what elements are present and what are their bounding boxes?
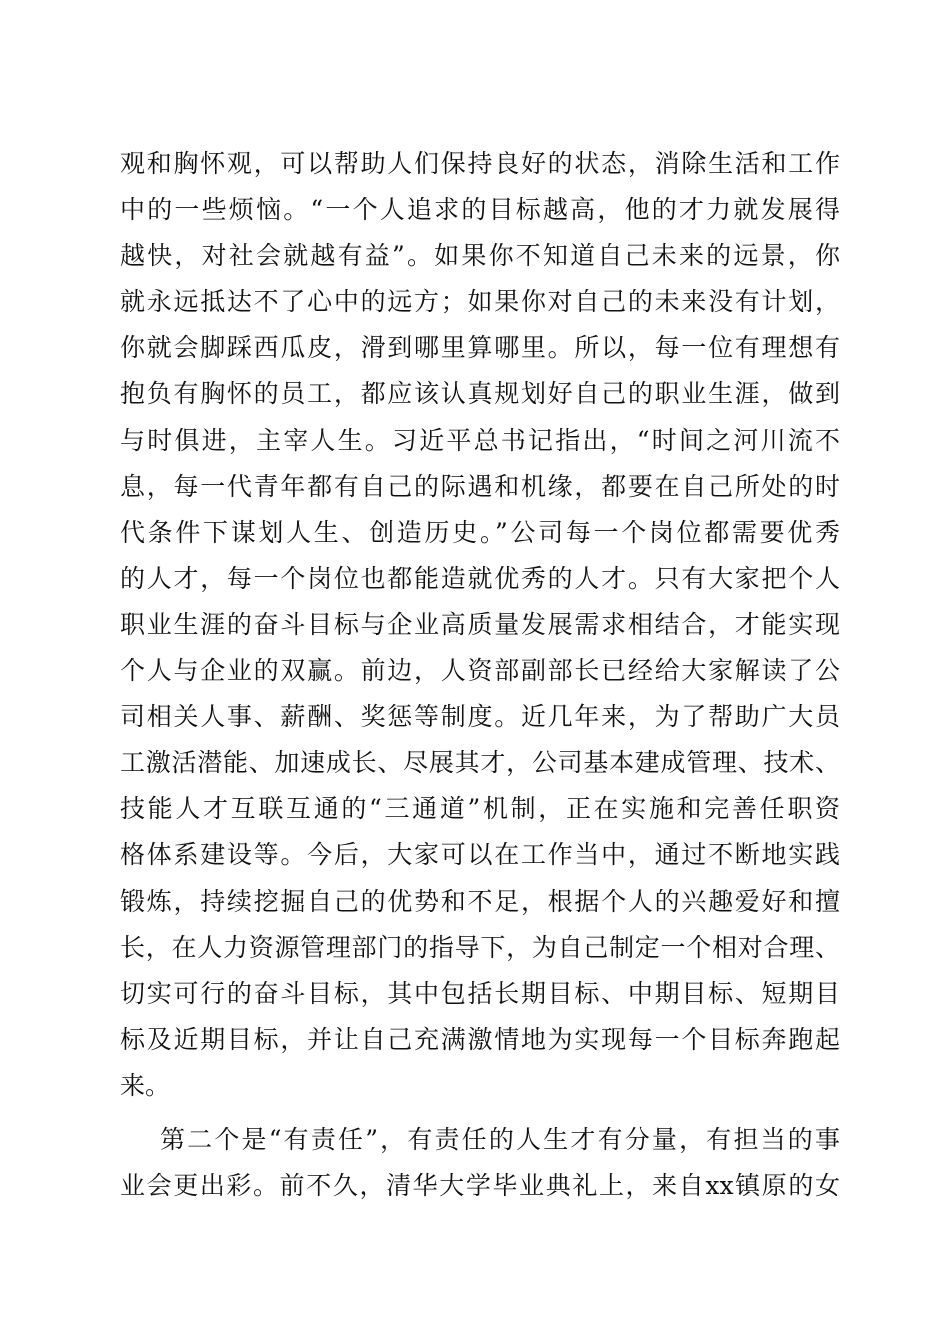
body-text (120, 141, 840, 1209)
text-line: 息，每一代青年都有自己的际遇和机缘，都要在自己所处的时 (120, 471, 840, 501)
text-line: 个人与企业的双赢。前边，人资部副部长已经给大家解读了公 (120, 656, 840, 686)
text-line: 切实可行的奋斗目标，其中包括长期目标、中期目标、短期目 (120, 978, 840, 1008)
text-line: 标及近期目标，并让自己充满激情地为实现每一个目标奔跑起 (120, 1024, 840, 1054)
text-line: 代条件下谋划人生、创造历史。”公司每一个岗位都需要优秀 (120, 517, 840, 547)
text-line: 长，在人力资源管理部门的指导下，为自己制定一个相对合理、 (120, 932, 840, 962)
text-line: 司相关人事、薪酬、奖惩等制度。近几年来，为了帮助广大员 (120, 702, 840, 732)
text-line: 与时俱进，主宰人生。习近平总书记指出，“时间之河川流不 (120, 425, 840, 455)
text-line: 观和胸怀观，可以帮助人们保持良好的状态，消除生活和工作 (120, 149, 840, 178)
text-line: 抱负有胸怀的员工，都应该认真规划好自己的职业生涯，做到 (120, 379, 840, 409)
text-line: 中的一些烦恼。“一个人追求的目标越高，他的才力就发展得 (120, 195, 840, 225)
text-line: 格体系建设等。今后，大家可以在工作当中，通过不断地实践 (120, 840, 840, 870)
text-line: 工激活潜能、加速成长、尽展其才，公司基本建成管理、技术、 (120, 748, 840, 778)
paragraph-start-line: 第二个是“有责任”，有责任的人生才有分量，有担当的事 (160, 1124, 840, 1154)
text-line: 的人才，每一个岗位也都能造就优秀的人才。只有大家把个人 (120, 563, 840, 593)
text-line: 越快，对社会就越有益”。如果你不知道自己未来的远景，你 (120, 241, 840, 271)
text-line: 你就会脚踩西瓜皮，滑到哪里算哪里。所以，每一位有理想有 (120, 333, 840, 363)
text-line: 职业生涯的奋斗目标与企业高质量发展需求相结合，才能实现 (120, 609, 840, 639)
text-line: 锻炼，持续挖掘自己的优势和不足，根据个人的兴趣爱好和擅 (120, 886, 840, 916)
text-line: 业会更出彩。前不久，清华大学毕业典礼上，来自xx镇原的女 (120, 1171, 840, 1201)
text-line: 来。 (120, 1070, 171, 1100)
text-line: 技能人才互联互通的“三通道”机制，正在实施和完善任职资 (120, 794, 840, 824)
text-line: 就永远抵达不了心中的远方；如果你对自己的未来没有计划， (120, 287, 840, 317)
